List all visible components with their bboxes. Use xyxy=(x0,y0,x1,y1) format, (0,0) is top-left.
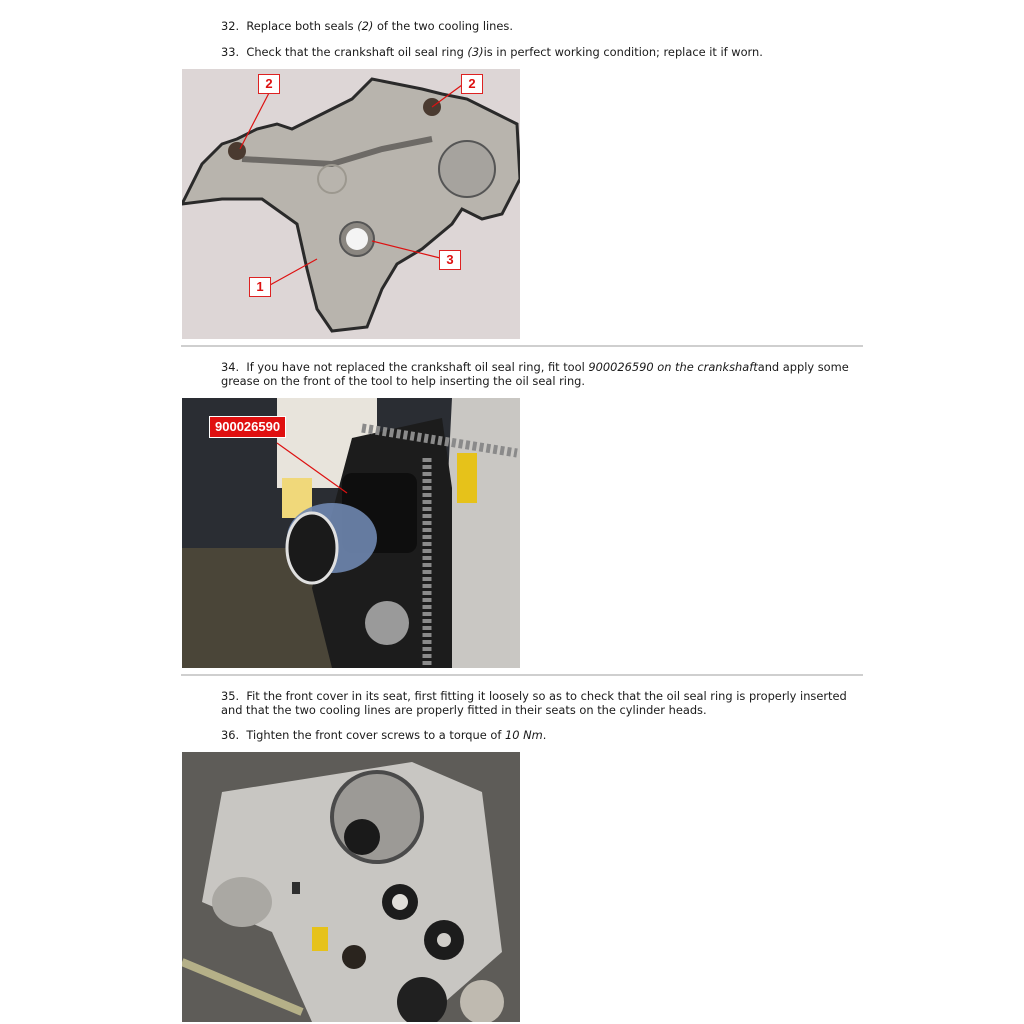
step-36: 36. Tighten the front cover screws to a torque of 10 Nm. xyxy=(221,728,547,742)
callout-3: 3 xyxy=(439,250,461,270)
engine-assembled-illustration xyxy=(182,752,520,1022)
separator xyxy=(181,674,863,676)
step-35: 35. Fit the front cover in its seat, first fitting it loosely so as to check that the oil seal ring is properly inserted and that the two cooling lines are properly fitted in their seats on the cylinder heads. xyxy=(221,689,847,717)
step-34: 34. If you have not replaced the crankshaft oil seal ring, fit tool 900026590 on the crankshaftand apply some grease on the front of the tool to help inserting the oil seal ring. xyxy=(221,360,849,388)
callout-2-right: 2 xyxy=(461,74,483,94)
step-32: 32. Replace both seals (2) of the two cooling lines. xyxy=(221,19,513,33)
tool-fitted-photo xyxy=(182,398,520,668)
engine-assembled-photo xyxy=(182,752,520,1022)
tool-number-label: 900026590 xyxy=(209,416,286,438)
front-cover-photo xyxy=(182,69,520,339)
step-33: 33. Check that the crankshaft oil seal ring (3)is in perfect working condition; replace it if worn. xyxy=(221,45,763,59)
callout-2-left: 2 xyxy=(258,74,280,94)
callout-1: 1 xyxy=(249,277,271,297)
separator xyxy=(181,345,863,347)
tool-fitted-illustration xyxy=(182,398,520,668)
front-cover-illustration xyxy=(182,69,520,339)
